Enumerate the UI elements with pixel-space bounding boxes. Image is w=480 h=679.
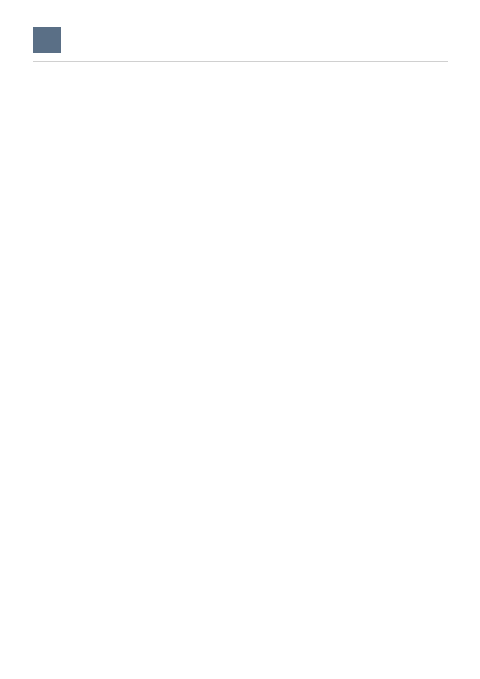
- header-divider: [33, 61, 448, 62]
- logo-mark: [33, 27, 61, 53]
- adene-logo: [33, 27, 61, 55]
